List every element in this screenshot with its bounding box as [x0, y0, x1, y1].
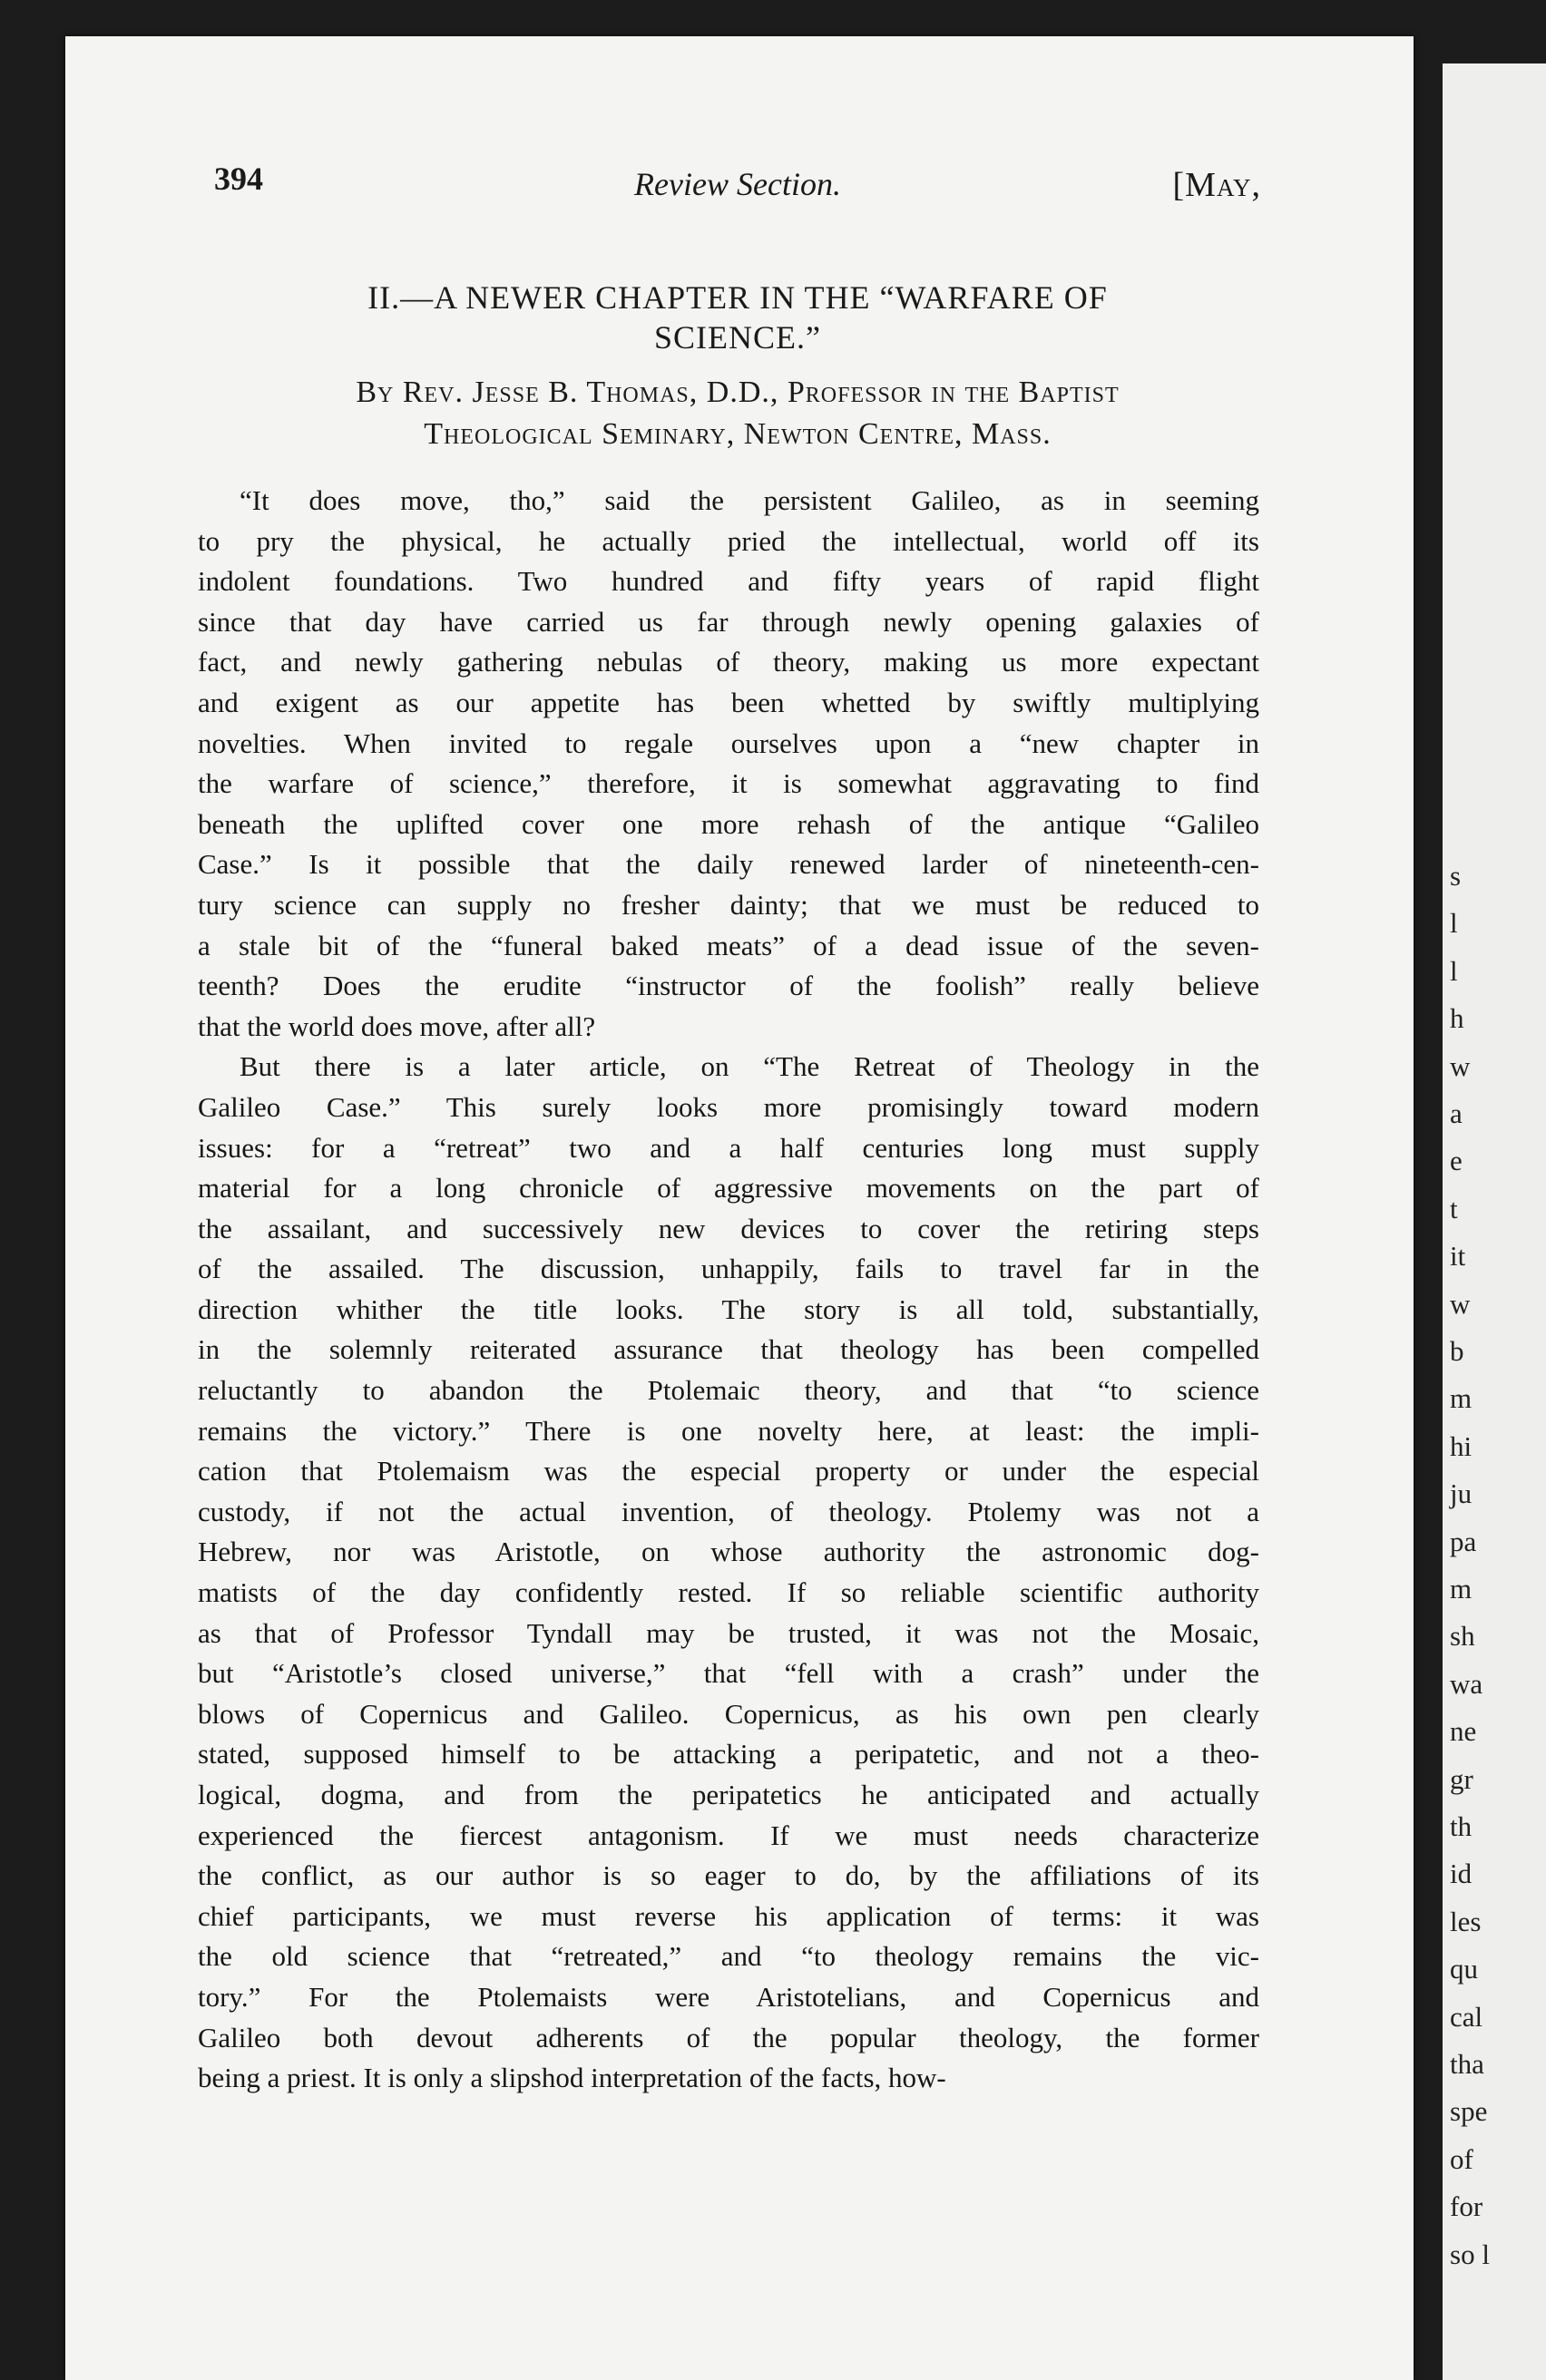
text-line: that the world does move, after all?: [198, 1010, 596, 1042]
text-line: Galileo Case.” This surely looks more promisingly toward modern: [198, 1090, 1259, 1123]
text-line: since that day have carried us far through newly opening galaxies of: [198, 605, 1259, 638]
adjacent-page-fragment: tha: [1450, 2048, 1484, 2080]
running-head: Review Section.: [634, 166, 841, 202]
text-line: experienced the fiercest antagonism. If we must needs characterize: [198, 1819, 1259, 1851]
adjacent-page-fragment: t: [1450, 1192, 1458, 1224]
text-line: custody, if not the actual invention, of theology. Ptolemy was not a: [198, 1495, 1259, 1527]
text-line: novelties. When invited to regale ourselves upon a “new chapter in: [198, 727, 1259, 759]
adjacent-page-fragment: spe: [1450, 2095, 1488, 2128]
text-line: to pry the physical, he actually pried the intellectual, world off its: [198, 524, 1259, 557]
adjacent-page-fragment: w: [1450, 1287, 1471, 1320]
article-byline: [205, 372, 1270, 455]
page-header: [214, 160, 1261, 214]
text-line: matists of the day confidently rested. If so reliable scientific authority: [198, 1576, 1259, 1609]
adjacent-page-fragment: of: [1450, 2142, 1473, 2175]
text-line: a stale bit of the “funeral baked meats” of a dead issue of the seven-: [198, 929, 1259, 961]
text-line: and exigent as our appetite has been whetted by swiftly multiplying: [198, 686, 1259, 718]
text-line: tury science can supply no fresher dainty; that we must be reduced to: [198, 888, 1259, 921]
adjacent-page-fragment: so l: [1450, 2238, 1490, 2270]
article-title: [214, 278, 1261, 357]
text-line: direction whither the title looks. The story is all told, substantially,: [198, 1292, 1259, 1325]
text-line: logical, dogma, and from the peripatetics he anticipated and actually: [198, 1779, 1259, 1810]
adjacent-page-fragment: sh: [1450, 1620, 1475, 1653]
text-line: teenth? Does the erudite “instructor of the foolish” really believe: [198, 970, 1259, 1002]
text-line: Galileo both devout adherents of the popular theology, the former: [198, 2021, 1259, 2053]
text-line: blows of Copernicus and Galileo. Copernicus, as his own pen clearly: [198, 1697, 1259, 1730]
article-body: [198, 481, 1259, 2099]
text-line: fact, and newly gathering nebulas of theory, making us more expectant: [198, 646, 1259, 678]
adjacent-page-fragment: w: [1450, 1049, 1471, 1082]
text-line: But there is a later article, on “The Retreat of Theology in the: [240, 1050, 1259, 1083]
text-line: Case.” Is it possible that the daily renewed larder of nineteenth-cen-: [198, 848, 1259, 881]
text-line: material for a long chronicle of aggressive movements on the part of: [198, 1172, 1259, 1205]
text-line: stated, supposed himself to be attacking a peripatetic, and not a theo-: [198, 1738, 1259, 1770]
text-line: issues: for a “retreat” two and a half centuries long must supply: [198, 1131, 1259, 1164]
text-line: the old science that “retreated,” and “to theology remains the vic-: [198, 1940, 1259, 1973]
byline-line: Theological Seminary, Newton Centre, Mass.: [424, 417, 1052, 451]
text-line: the assailant, and successively new devices to cover the retiring steps: [198, 1212, 1259, 1244]
adjacent-page-fragment: ne: [1450, 1715, 1477, 1748]
adjacent-page-fragment: l: [1450, 954, 1458, 987]
adjacent-page-fragment: m: [1450, 1573, 1473, 1605]
title-line: SCIENCE.”: [654, 319, 821, 356]
adjacent-page-fragment: for: [1450, 2190, 1483, 2223]
adjacent-page-fragment: pa: [1450, 1525, 1477, 1557]
text-line: of the assailed. The discussion, unhappily, fails to travel far in the: [198, 1253, 1259, 1285]
adjacent-page-fragment: id: [1450, 1858, 1473, 1890]
text-line: reluctantly to abandon the Ptolemaic theory, and that “to science: [198, 1374, 1259, 1407]
adjacent-page-fragment: gr: [1450, 1762, 1473, 1795]
adjacent-page-fragment: wa: [1450, 1667, 1483, 1700]
adjacent-page-fragment: hi: [1450, 1429, 1473, 1462]
adjacent-page-fragment: a: [1450, 1097, 1463, 1129]
text-line: in the solemnly reiterated assurance that theology has been compelled: [198, 1333, 1259, 1366]
adjacent-page-fragment: s: [1450, 860, 1462, 892]
adjacent-page-fragment: h: [1450, 1002, 1464, 1035]
text-line: as that of Professor Tyndall may be trusted, it was not the Mosaic,: [198, 1616, 1259, 1649]
text-line: remains the victory.” There is one novelty here, at least: the impli-: [198, 1414, 1259, 1447]
title-line: II.—A NEWER CHAPTER IN THE “WARFARE OF: [367, 279, 1108, 316]
text-line: the conflict, as our author is so eager to do, by the affiliations of its: [198, 1859, 1259, 1892]
byline-line: By Rev. Jesse B. Thomas, D.D., Professor in the Baptist: [356, 376, 1120, 409]
adjacent-page-fragment: les: [1450, 1905, 1482, 1937]
adjacent-page-fragment: th: [1450, 1810, 1473, 1842]
text-line: indolent foundations. Two hundred and fifty years of rapid flight: [198, 565, 1259, 598]
adjacent-page-fragment: ju: [1450, 1478, 1473, 1510]
adjacent-page-fragment: m: [1450, 1382, 1473, 1415]
adjacent-page: [1443, 63, 1546, 2380]
text-line: beneath the uplifted cover one more rehash of the antique “Galileo: [198, 807, 1259, 840]
text-line: tory.” For the Ptolemaists were Aristotelians, and Copernicus and: [198, 1980, 1259, 2013]
adjacent-page-fragment: l: [1450, 907, 1458, 940]
text-line: “It does move, tho,” said the persistent Galileo, as in seeming: [240, 484, 1259, 516]
adjacent-page-fragment: cal: [1450, 2000, 1483, 2033]
text-line: the warfare of science,” therefore, it is somewhat aggravating to find: [198, 767, 1259, 800]
text-line: Hebrew, nor was Aristotle, on whose authority the astronomic dog-: [198, 1536, 1259, 1568]
adjacent-page-fragment: b: [1450, 1335, 1464, 1367]
text-line: chief participants, we must reverse his application of terms: it was: [198, 1899, 1259, 1932]
adjacent-page-fragment: qu: [1450, 1953, 1478, 1985]
text-line: but “Aristotle’s closed universe,” that “fell with a crash” under the: [198, 1657, 1259, 1690]
text-line: being a priest. It is only a slipshod interpretation of the facts, how-: [198, 2062, 946, 2094]
issue-month: [May,: [1172, 166, 1261, 204]
text-line: cation that Ptolemaism was the especial property or under the especial: [198, 1455, 1259, 1488]
adjacent-page-fragment: it: [1450, 1240, 1466, 1273]
page-number: 394: [214, 161, 263, 197]
adjacent-page-fragment: e: [1450, 1145, 1463, 1177]
